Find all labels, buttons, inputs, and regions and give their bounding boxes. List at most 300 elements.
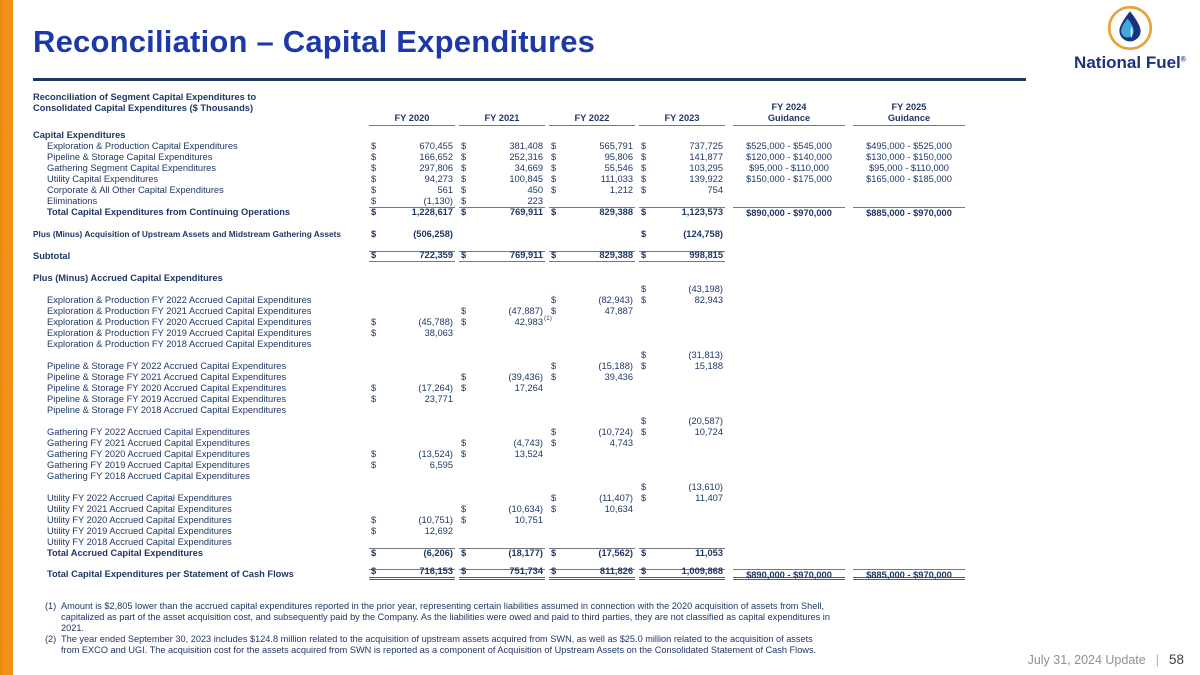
- cell-value: 95,806: [604, 152, 633, 162]
- cell-fy2021: [459, 130, 545, 141]
- cell-fy2020: [369, 383, 455, 394]
- cell-fy2024-guidance: $890,000 - $970,000: [733, 569, 845, 580]
- column-header-fy2021: FY 2021: [459, 113, 545, 126]
- cell-fy2020: [369, 537, 455, 548]
- cell-value: (43,198): [688, 284, 723, 294]
- cell-value: 565,791: [599, 141, 633, 151]
- cell-fy2025-guidance: [853, 251, 965, 262]
- cell-fy2024-guidance: [733, 295, 845, 306]
- cell-value: 381,408: [509, 141, 543, 151]
- footnote: [45, 601, 833, 634]
- row-total-continuing-operations: [33, 207, 973, 218]
- table-row: [33, 526, 973, 537]
- cell-fy2024-guidance: [733, 493, 845, 504]
- dollar-sign: $: [551, 207, 557, 217]
- footnote: [45, 634, 833, 656]
- cell-fy2023: [639, 174, 725, 185]
- table-intro: [33, 92, 365, 114]
- dollar-sign: $: [551, 566, 557, 576]
- cell-fy2023: [639, 130, 725, 141]
- row-label: Gathering FY 2018 Accrued Capital Expenditures: [47, 471, 250, 481]
- logo-brand-name: National Fuel: [1074, 53, 1181, 72]
- dollar-sign: $: [641, 295, 647, 305]
- cell-fy2020: [369, 372, 455, 383]
- table-row: [33, 438, 973, 449]
- cell-value: 829,388: [599, 207, 633, 217]
- row-label: Pipeline & Storage Capital Expenditures: [47, 152, 213, 162]
- dollar-sign: $: [371, 141, 377, 151]
- row-acquisition-upstream-midstream: [33, 229, 973, 240]
- cell-fy2021: [459, 482, 545, 493]
- cell-fy2024-guidance: [733, 471, 845, 482]
- row-pipeline-storage: [33, 152, 973, 163]
- cell-value: 450: [527, 185, 543, 195]
- cell-fy2021: [459, 295, 545, 306]
- cell-fy2021: [459, 416, 545, 427]
- cell-fy2024-guidance: [733, 251, 845, 262]
- cell-fy2023: [639, 566, 725, 580]
- footnote-number: (2): [45, 634, 57, 644]
- footer-separator: |: [1155, 653, 1159, 667]
- table-row: [33, 361, 973, 372]
- cell-fy2023: [639, 416, 725, 427]
- table-row: [33, 449, 973, 460]
- dollar-sign: $: [551, 163, 557, 173]
- cell-fy2021: [459, 207, 545, 218]
- cell-fy2021: [459, 273, 545, 284]
- cell-value: 166,652: [419, 152, 453, 162]
- cell-fy2022: [549, 537, 635, 548]
- row-label: Corporate & All Other Capital Expenditures: [47, 185, 224, 195]
- cell-value: (13,610): [688, 482, 723, 492]
- row-section-capital-expenditures: [33, 130, 973, 141]
- cell-fy2021: [459, 526, 545, 537]
- cell-fy2025-guidance: [853, 471, 965, 482]
- row-exploration-production: [33, 141, 973, 152]
- cell-fy2024-guidance: $890,000 - $970,000: [733, 207, 845, 218]
- cell-fy2025-guidance: [853, 405, 965, 416]
- cell-value: 297,806: [419, 163, 453, 173]
- table-row: [33, 427, 973, 438]
- cell-fy2021: [459, 438, 545, 449]
- cell-fy2020: [369, 471, 455, 482]
- dollar-sign: $: [371, 526, 377, 536]
- cell-fy2024-guidance: [733, 229, 845, 240]
- cell-value: 4,743: [609, 438, 633, 448]
- dollar-sign: $: [371, 185, 377, 195]
- cell-value: 100,845: [509, 174, 543, 184]
- cell-fy2024-guidance: [733, 350, 845, 361]
- table-row: [33, 504, 973, 515]
- cell-fy2021: [459, 383, 545, 394]
- cell-fy2021: [459, 460, 545, 471]
- cell-fy2020: [369, 515, 455, 526]
- row-label: Exploration & Production FY 2020 Accrued Capital Expenditures: [47, 317, 312, 327]
- cell-fy2020: [369, 295, 455, 306]
- table-row: [33, 537, 973, 548]
- cell-fy2020: [369, 306, 455, 317]
- cell-fy2022: [549, 438, 635, 449]
- cell-fy2020: [369, 207, 455, 218]
- cell-value: (31,813): [688, 350, 723, 360]
- cell-fy2024-guidance: $120,000 - $140,000: [746, 152, 832, 162]
- cell-fy2025-guidance: [853, 449, 965, 460]
- row-label: Pipeline & Storage FY 2019 Accrued Capital Expenditures: [47, 394, 287, 404]
- dollar-sign: $: [461, 438, 467, 448]
- cell-fy2023: [639, 471, 725, 482]
- cell-fy2025-guidance: [853, 350, 965, 361]
- cell-value: (6,206): [423, 548, 453, 558]
- dollar-sign: $: [371, 449, 377, 459]
- table-row: [33, 493, 973, 504]
- cell-fy2024-guidance: $95,000 - $110,000: [749, 163, 829, 173]
- cell-fy2025-guidance: [853, 438, 965, 449]
- cell-fy2021: [459, 449, 545, 460]
- dollar-sign: $: [551, 250, 557, 260]
- cell-fy2024-guidance: [733, 394, 845, 405]
- cell-fy2025-guidance: [853, 361, 965, 372]
- cell-fy2022: [549, 251, 635, 262]
- dollar-sign: $: [461, 163, 467, 173]
- cell-fy2023: [639, 306, 725, 317]
- cell-value: 12,692: [424, 526, 453, 536]
- cell-value: 1,212: [609, 185, 633, 195]
- row-label: Eliminations: [47, 196, 98, 206]
- dollar-sign: $: [551, 548, 557, 558]
- cell-value: (47,887): [508, 306, 543, 316]
- cell-value: (124,758): [683, 229, 723, 239]
- cell-fy2025-guidance: $495,000 - $525,000: [866, 141, 952, 151]
- cell-value: 39,436: [604, 372, 633, 382]
- dollar-sign: $: [641, 141, 647, 151]
- cell-fy2022: [549, 361, 635, 372]
- cell-value: 17,264: [514, 383, 543, 393]
- cell-fy2023: [639, 515, 725, 526]
- row-gathering-segment: [33, 163, 973, 174]
- company-logo: [1066, 4, 1194, 73]
- table-row: [33, 306, 973, 317]
- dollar-sign: $: [371, 229, 377, 239]
- cell-value: 11,053: [695, 548, 723, 558]
- cell-fy2020: [369, 174, 455, 185]
- cell-fy2022: [549, 350, 635, 361]
- cell-fy2022: [549, 163, 635, 174]
- cell-fy2025-guidance: [853, 537, 965, 548]
- capex-reconciliation-table: [33, 92, 973, 580]
- cell-fy2022: [549, 130, 635, 141]
- cell-value: (39,436): [508, 372, 543, 382]
- dollar-sign: $: [641, 152, 647, 162]
- dollar-sign: $: [461, 504, 467, 514]
- dollar-sign: $: [371, 383, 377, 393]
- cell-value: (17,264): [418, 383, 453, 393]
- row-utility: [33, 174, 973, 185]
- cell-value: (10,751): [418, 515, 453, 525]
- dollar-sign: $: [461, 250, 467, 260]
- cell-fy2025-guidance: [853, 526, 965, 537]
- cell-fy2022: [549, 273, 635, 284]
- cell-fy2020: [369, 328, 455, 339]
- dollar-sign: $: [641, 566, 647, 576]
- cell-fy2023: [639, 185, 725, 196]
- cell-fy2020: [369, 438, 455, 449]
- logo-brand-text: [1066, 53, 1194, 73]
- column-header-fy2020: FY 2020: [369, 113, 455, 126]
- cell-fy2021: [459, 328, 545, 339]
- cell-value: (15,188): [598, 361, 633, 371]
- cell-fy2022: [549, 493, 635, 504]
- cell-value: (10,634): [508, 504, 543, 514]
- cell-fy2023: [639, 207, 725, 218]
- cell-value: 23,771: [424, 394, 453, 404]
- cell-value: (11,407): [599, 493, 633, 503]
- cell-value: 103,295: [689, 163, 723, 173]
- cell-value: 769,911: [509, 250, 543, 260]
- slide-footer: [1028, 652, 1184, 667]
- dollar-sign: $: [641, 493, 647, 503]
- cell-value: 141,877: [689, 152, 723, 162]
- cell-fy2024-guidance: [733, 526, 845, 537]
- table-row: [33, 383, 973, 394]
- cell-fy2023: [639, 251, 725, 262]
- cell-value: 15,188: [694, 361, 723, 371]
- table-row: [33, 405, 973, 416]
- cell-fy2020: [369, 566, 455, 580]
- row-label: Exploration & Production FY 2018 Accrued Capital Expenditures: [47, 339, 312, 349]
- cell-fy2023: [639, 482, 725, 493]
- cell-fy2020: [369, 284, 455, 295]
- cell-fy2021: [459, 427, 545, 438]
- dollar-sign: $: [551, 185, 557, 195]
- cell-fy2023: [639, 526, 725, 537]
- cell-fy2021: [459, 405, 545, 416]
- dollar-sign: $: [461, 515, 467, 525]
- cell-fy2021: [459, 515, 545, 526]
- dollar-sign: $: [641, 482, 647, 492]
- cell-value: 94,273: [424, 174, 453, 184]
- dollar-sign: $: [551, 295, 557, 305]
- cell-fy2025-guidance: [853, 229, 965, 240]
- cell-fy2024-guidance: [733, 273, 845, 284]
- cell-fy2022: [549, 471, 635, 482]
- dollar-sign: $: [371, 515, 377, 525]
- cell-fy2024-guidance: [733, 537, 845, 548]
- dollar-sign: $: [461, 372, 467, 382]
- table-row: [33, 339, 973, 350]
- cell-value: (506,258): [413, 229, 453, 239]
- cell-fy2024-guidance: $525,000 - $545,000: [746, 141, 832, 151]
- cell-fy2025-guidance: $165,000 - $185,000: [866, 174, 952, 184]
- cell-fy2023: [639, 295, 725, 306]
- cell-value: 252,316: [509, 152, 543, 162]
- cell-value: 10,634: [604, 504, 633, 514]
- cell-fy2021: [459, 566, 545, 580]
- cell-fy2025-guidance: $885,000 - $970,000: [853, 569, 965, 580]
- cell-fy2024-guidance: [733, 328, 845, 339]
- table-row: [33, 328, 973, 339]
- dollar-sign: $: [371, 250, 377, 260]
- cell-fy2022: [549, 196, 635, 207]
- cell-fy2024-guidance: [733, 482, 845, 493]
- dollar-sign: $: [641, 548, 647, 558]
- dollar-sign: $: [371, 317, 377, 327]
- cell-fy2020: [369, 273, 455, 284]
- cell-fy2024-guidance: [733, 196, 845, 207]
- cell-value: 722,359: [419, 250, 453, 260]
- cell-fy2021: [459, 306, 545, 317]
- dollar-sign: $: [461, 141, 467, 151]
- row-label: Plus (Minus) Acquisition of Upstream Assets and Midstream Gathering Assets: [33, 229, 341, 239]
- cell-fy2025-guidance: [853, 394, 965, 405]
- cell-fy2020: [369, 394, 455, 405]
- cell-value: 1,228,617: [411, 207, 453, 217]
- cell-fy2023: [639, 438, 725, 449]
- cell-fy2025-guidance: [853, 185, 965, 196]
- cell-fy2022: [549, 482, 635, 493]
- cell-fy2024-guidance: $150,000 - $175,000: [746, 174, 832, 184]
- cell-fy2025-guidance: [853, 284, 965, 295]
- cell-fy2023: [639, 317, 725, 328]
- cell-fy2020: [369, 526, 455, 537]
- cell-fy2025-guidance: [853, 515, 965, 526]
- cell-value: 82,943: [694, 295, 723, 305]
- cell-fy2022: [549, 526, 635, 537]
- dollar-sign: $: [461, 174, 467, 184]
- cell-fy2020: [369, 504, 455, 515]
- cell-value: 223: [527, 196, 543, 206]
- cell-fy2024-guidance: [733, 405, 845, 416]
- cell-fy2025-guidance: [853, 383, 965, 394]
- cell-fy2024-guidance: [733, 548, 845, 559]
- title-divider: [33, 78, 1026, 81]
- cell-fy2025-guidance: [853, 317, 965, 328]
- cell-value: (18,177): [508, 548, 543, 558]
- cell-fy2021: [459, 394, 545, 405]
- cell-fy2020: [369, 196, 455, 207]
- row-label: Gathering FY 2020 Accrued Capital Expenditures: [47, 449, 250, 459]
- cell-fy2021: [459, 315, 552, 328]
- cell-value: 751,734: [509, 566, 543, 576]
- row-label: Utility FY 2018 Accrued Capital Expenditures: [47, 537, 232, 547]
- cell-fy2020: [369, 229, 455, 240]
- dollar-sign: $: [461, 185, 467, 195]
- table-row: [33, 482, 973, 493]
- cell-fy2023: [639, 152, 725, 163]
- cell-fy2023: [639, 427, 725, 438]
- cell-fy2023: [639, 537, 725, 548]
- table-intro-line1: Reconciliation of Segment Capital Expenditures to: [33, 92, 257, 102]
- cell-fy2021: [459, 196, 545, 207]
- cell-value: 1,009,868: [681, 566, 723, 576]
- table-row: [33, 460, 973, 471]
- table-row: [33, 317, 973, 328]
- cell-fy2024-guidance: [733, 504, 845, 515]
- cell-fy2022: [549, 317, 635, 328]
- cell-fy2022: [549, 141, 635, 152]
- cell-value: (20,587): [688, 416, 723, 426]
- table-row: [33, 416, 973, 427]
- dollar-sign: $: [371, 460, 377, 470]
- cell-fy2025-guidance: [853, 295, 965, 306]
- cell-fy2025-guidance: [853, 328, 965, 339]
- table-row: [33, 394, 973, 405]
- cell-value: 13,524: [514, 449, 543, 459]
- cell-fy2024-guidance: [733, 515, 845, 526]
- footnote-marker: (1): [544, 315, 552, 322]
- cell-fy2024-guidance: [733, 361, 845, 372]
- row-subtotal: [33, 251, 973, 262]
- cell-fy2025-guidance: [853, 482, 965, 493]
- dollar-sign: $: [371, 328, 377, 338]
- row-label: Utility Capital Expenditures: [47, 174, 159, 184]
- cell-fy2022: [549, 416, 635, 427]
- cell-fy2020: [369, 548, 455, 559]
- page-number: 58: [1168, 652, 1184, 667]
- cell-fy2024-guidance: [733, 449, 845, 460]
- footnotes: [45, 601, 833, 656]
- cell-fy2022: [549, 207, 635, 218]
- table-row: [33, 284, 973, 295]
- row-label: Gathering FY 2019 Accrued Capital Expenditures: [47, 460, 250, 470]
- dollar-sign: $: [641, 229, 647, 239]
- row-label: Exploration & Production Capital Expenditures: [47, 141, 238, 151]
- cell-fy2020: [369, 405, 455, 416]
- column-header-fy2023: FY 2023: [639, 113, 725, 126]
- dollar-sign: $: [641, 350, 647, 360]
- row-label: Utility FY 2019 Accrued Capital Expenditures: [47, 526, 232, 536]
- cell-fy2023: [639, 361, 725, 372]
- row-label: Total Capital Expenditures per Statement of Cash Flows: [47, 569, 294, 579]
- dollar-sign: $: [551, 141, 557, 151]
- cell-fy2022: [549, 284, 635, 295]
- cell-fy2020: [369, 427, 455, 438]
- row-section-accrued: [33, 273, 973, 284]
- dollar-sign: $: [461, 317, 467, 327]
- cell-fy2022: [549, 460, 635, 471]
- dollar-sign: $: [551, 174, 557, 184]
- cell-fy2023: [639, 493, 725, 504]
- cell-fy2024-guidance: [733, 383, 845, 394]
- cell-fy2023: [639, 548, 725, 559]
- cell-value: 11,407: [695, 493, 723, 503]
- cell-fy2021: [459, 174, 545, 185]
- cell-fy2023: [639, 328, 725, 339]
- cell-fy2021: [459, 229, 545, 240]
- cell-fy2022: [549, 295, 635, 306]
- cell-value: 998,815: [689, 250, 723, 260]
- cell-fy2024-guidance: [733, 416, 845, 427]
- cell-fy2022: [549, 174, 635, 185]
- cell-fy2023: [639, 405, 725, 416]
- dollar-sign: $: [641, 163, 647, 173]
- cell-fy2024-guidance: [733, 438, 845, 449]
- cell-fy2023: [639, 141, 725, 152]
- row-label: Pipeline & Storage FY 2021 Accrued Capital Expenditures: [47, 372, 287, 382]
- row-label: Utility FY 2022 Accrued Capital Expenditures: [47, 493, 232, 503]
- cell-fy2025-guidance: [853, 427, 965, 438]
- row-label: Total Capital Expenditures from Continuing Operations: [47, 207, 291, 217]
- cell-value: 10,751: [514, 515, 543, 525]
- cell-fy2024-guidance: [733, 185, 845, 196]
- cell-fy2025-guidance: $95,000 - $110,000: [869, 163, 949, 173]
- cell-fy2020: [369, 361, 455, 372]
- dollar-sign: $: [461, 207, 467, 217]
- cell-value: (1,130): [423, 196, 453, 206]
- cell-fy2022: [549, 394, 635, 405]
- cell-value: 829,388: [599, 250, 633, 260]
- cell-fy2022: [549, 504, 635, 515]
- row-label: Subtotal: [33, 251, 71, 261]
